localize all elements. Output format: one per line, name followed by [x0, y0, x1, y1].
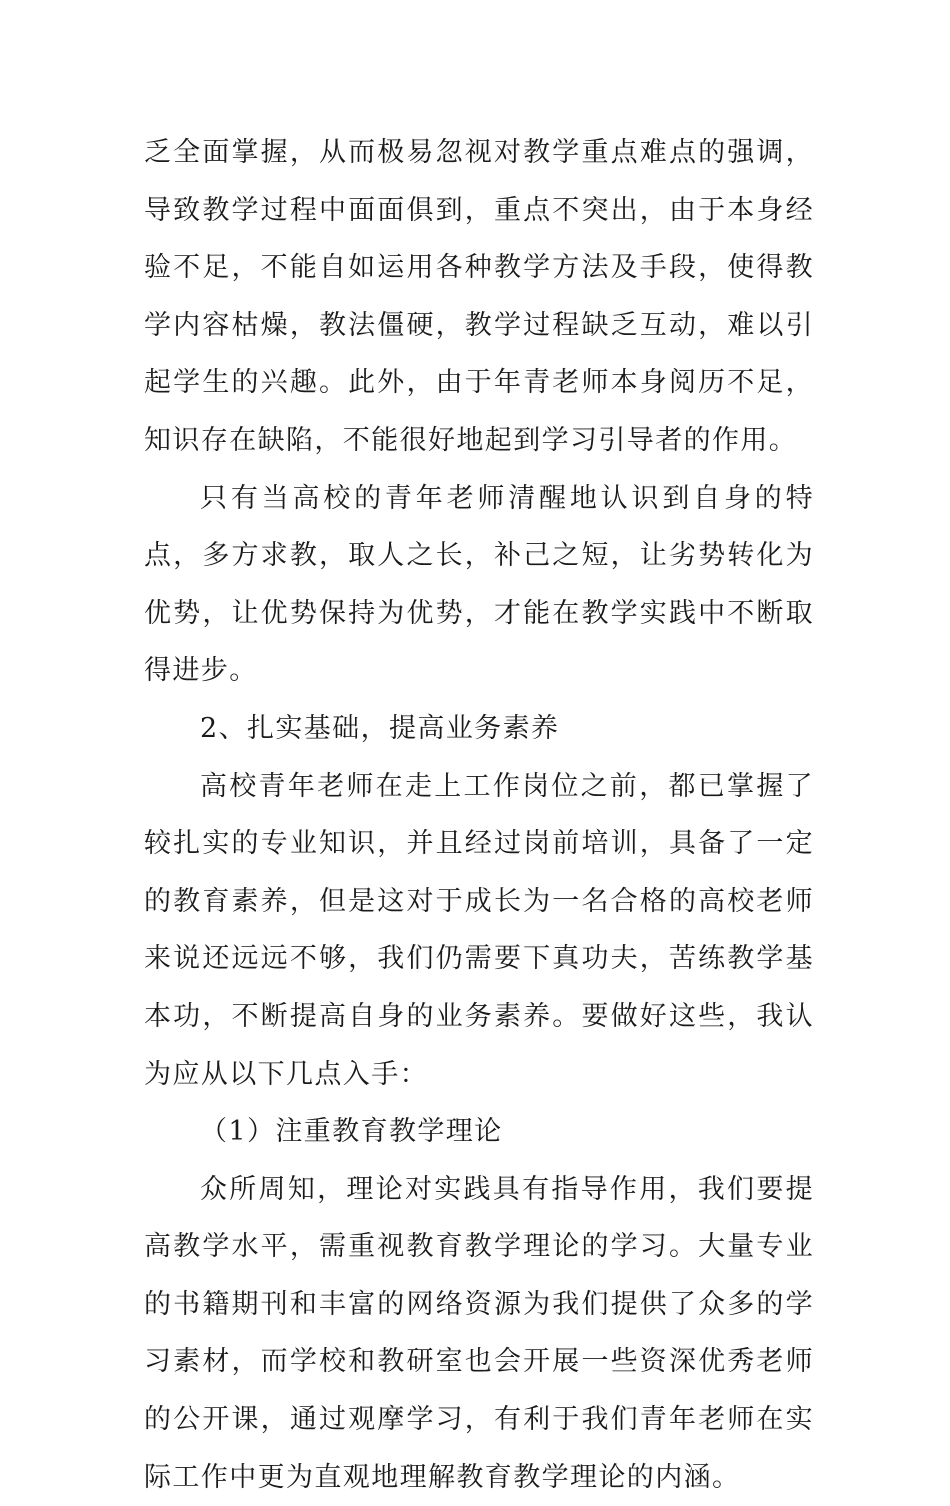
paragraph-theory-study: 众所周知，理论对实践具有指导作用，我们要提高教学水平，需重视教育教学理论的学习。大量专业的书籍期刊和丰富的网络资源为我们提供了众多的学习素材，而学校和教研室也会开展一些资深优秀老师的公开课，通过观摩学习，有利于我们青年老师在实际工作中更为直观地理解教育教学理论的内涵。 — [144, 1173, 814, 1493]
paragraph-professional-foundation: 高校青年老师在走上工作岗位之前，都已掌握了较扎实的专业知识，并且经过岗前培训，具备了一定的教育素养，但是这对于成长为一名合格的高校老师来说还远远不够，我们仍需要下真功夫，苦练教学基本功，不断提高自身的业务素养。要做好这些，我认为应从以下几点入手： — [144, 770, 814, 1090]
paragraph-self-awareness: 只有当高校的青年老师清醒地认识到自身的特点，多方求教，取人之长，补己之短，让劣势转化为优势，让优势保持为优势，才能在教学实践中不断取得进步。 — [144, 482, 814, 687]
paragraph-continuation: 乏全面掌握，从而极易忽视对教学重点难点的强调，导致教学过程中面面俱到，重点不突出，由于本身经验不足，不能自如运用各种教学方法及手段，使得教学内容枯燥，教法僵硬，教学过程缺乏互动，难以引起学生的兴趣。此外，由于年青老师本身阅历不足，知识存在缺陷，不能很好地起到学习引导者的作用。 — [144, 137, 814, 456]
section-heading-2: 2、扎实基础，提高业务素养 — [200, 712, 560, 744]
subsection-heading-1: （1）注重教育教学理论 — [200, 1116, 503, 1148]
document-body — [144, 124, 814, 1506]
